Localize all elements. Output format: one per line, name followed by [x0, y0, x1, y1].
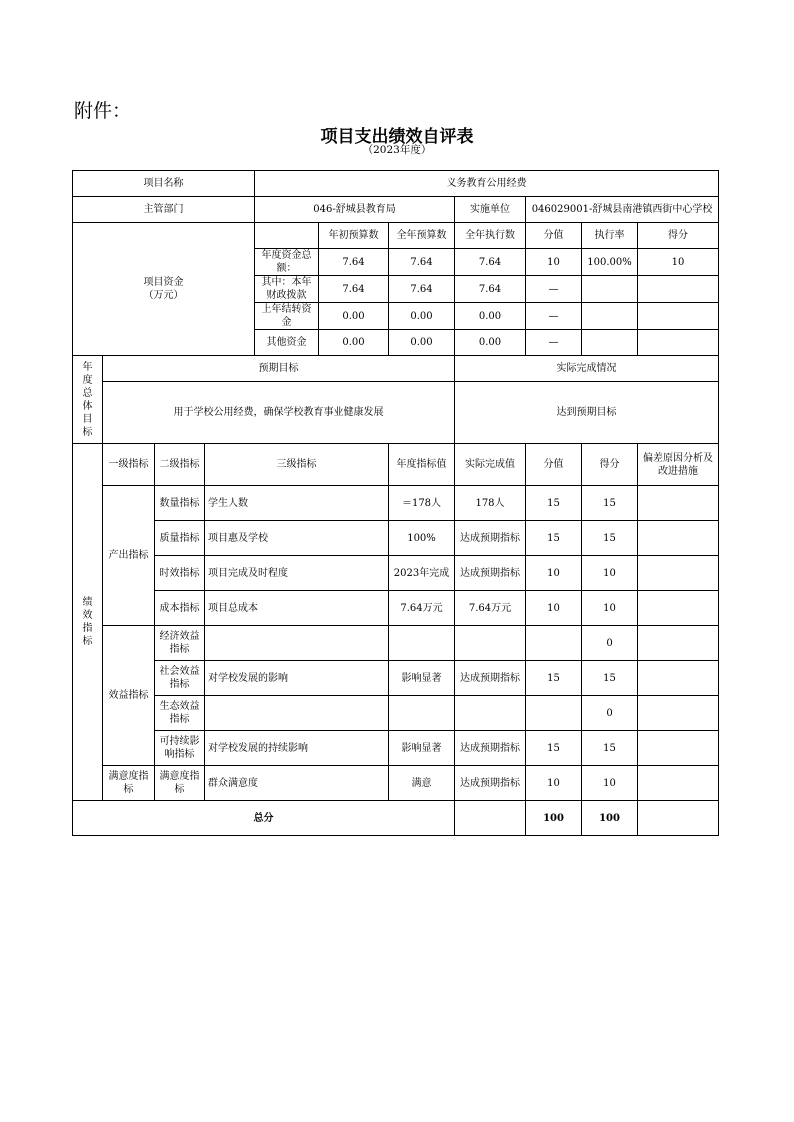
hdr-score: 得分 [582, 444, 638, 486]
score-cell: 10 [582, 591, 638, 626]
funds-initial: 7.64 [319, 249, 389, 276]
funds-header-blank [255, 223, 319, 249]
unit-value: 046029001-舒城县南港镇西街中心学校 [526, 197, 719, 223]
funds-row-label: 其中：本年财政拨款 [255, 276, 319, 303]
total-label: 总分 [73, 801, 455, 836]
value-cell: 10 [526, 766, 582, 801]
actual-cell: 达成预期指标 [455, 766, 526, 801]
funds-rate [582, 303, 638, 330]
funds-executed: 7.64 [455, 249, 526, 276]
actual-cell: 达成预期指标 [455, 521, 526, 556]
unit-label: 实施单位 [455, 197, 526, 223]
indicators-label: 绩 效 指 标 [73, 444, 103, 801]
value-cell: 15 [526, 486, 582, 521]
actual-cell: 达成预期指标 [455, 731, 526, 766]
total-actual [455, 801, 526, 836]
funds-score-value: 10 [526, 249, 582, 276]
hdr-actual: 实际完成值 [455, 444, 526, 486]
col-score: 得分 [638, 223, 719, 249]
project-name-value: 义务教育公用经费 [255, 171, 719, 197]
funds-score-value: — [526, 303, 582, 330]
level3-cell: 对学校发展的影响 [205, 661, 389, 696]
note-cell [638, 766, 719, 801]
target-cell: 7.64万元 [389, 591, 455, 626]
level1-benefit: 效益指标 [103, 626, 155, 766]
note-cell [638, 556, 719, 591]
funds-initial: 0.00 [319, 330, 389, 356]
hdr-level3: 三级指标 [205, 444, 389, 486]
target-cell: 满意 [389, 766, 455, 801]
department-row [73, 197, 719, 223]
col-annual-budget: 全年预算数 [389, 223, 455, 249]
note-cell [638, 661, 719, 696]
funds-row-label: 上年结转资金 [255, 303, 319, 330]
goals-label: 年 度 总 体 目 标 [73, 356, 103, 444]
note-cell [638, 486, 719, 521]
level1-output: 产出指标 [103, 486, 155, 626]
dept-value: 046-舒城县教育局 [255, 197, 455, 223]
dept-label: 主管部门 [73, 197, 255, 223]
note-cell [638, 696, 719, 731]
score-cell: 0 [582, 696, 638, 731]
funds-initial: 7.64 [319, 276, 389, 303]
total-row [73, 801, 719, 836]
note-cell [638, 731, 719, 766]
actual-cell: 178人 [455, 486, 526, 521]
value-cell [526, 626, 582, 661]
score-cell: 0 [582, 626, 638, 661]
score-cell: 15 [582, 731, 638, 766]
level2-cell: 社会效益指标 [155, 661, 205, 696]
actual-cell [455, 696, 526, 731]
project-name-label: 项目名称 [73, 171, 255, 197]
funds-rate: 100.00% [582, 249, 638, 276]
target-cell: ＝178人 [389, 486, 455, 521]
actual-cell: 达成预期指标 [455, 661, 526, 696]
indicator-row [73, 731, 719, 766]
level2-cell: 数量指标 [155, 486, 205, 521]
score-cell: 10 [582, 556, 638, 591]
note-cell [638, 626, 719, 661]
score-cell: 15 [582, 521, 638, 556]
funds-executed: 7.64 [455, 276, 526, 303]
total-note [638, 801, 719, 836]
funds-label: 项目资金 [143, 277, 184, 288]
actual-cell: 7.64万元 [455, 591, 526, 626]
hdr-level2: 二级指标 [155, 444, 205, 486]
col-score-value: 分值 [526, 223, 582, 249]
funds-score: 10 [638, 249, 719, 276]
funds-rate [582, 330, 638, 356]
hdr-value: 分值 [526, 444, 582, 486]
indicator-row [73, 661, 719, 696]
year-subtitle: （2023年度） [362, 144, 432, 156]
expected-goal: 用于学校公用经费，确保学校教育事业健康发展 [103, 382, 455, 444]
funds-annual: 7.64 [389, 276, 455, 303]
indicator-row [73, 556, 719, 591]
value-cell: 10 [526, 556, 582, 591]
actual-result: 达到预期目标 [455, 382, 719, 444]
level3-cell: 对学校发展的持续影响 [205, 731, 389, 766]
funds-score [638, 303, 719, 330]
score-cell: 15 [582, 661, 638, 696]
total-value: 100 [526, 801, 582, 836]
actual-cell [455, 626, 526, 661]
target-cell: 影响显著 [389, 661, 455, 696]
level2-cell: 成本指标 [155, 591, 205, 626]
funds-label-cell [73, 223, 255, 356]
target-cell: 2023年完成 [389, 556, 455, 591]
hdr-level1: 一级指标 [103, 444, 155, 486]
goals-header-row [73, 356, 719, 382]
col-annual-executed: 全年执行数 [455, 223, 526, 249]
attachment-label: 附件： [74, 100, 132, 122]
goals-content-row [73, 382, 719, 444]
funds-unit: （万元） [143, 290, 184, 301]
score-cell: 15 [582, 486, 638, 521]
level3-cell: 群众满意度 [205, 766, 389, 801]
funds-score [638, 276, 719, 303]
col-initial-budget: 年初预算数 [319, 223, 389, 249]
target-cell [389, 696, 455, 731]
page-title: 项目支出绩效自评表 [320, 127, 474, 147]
funds-rate [582, 276, 638, 303]
funds-header-row [73, 223, 719, 249]
level2-cell: 质量指标 [155, 521, 205, 556]
indicators-header-row [73, 444, 719, 486]
funds-annual: 7.64 [389, 249, 455, 276]
project-name-row [73, 171, 719, 197]
level3-cell: 项目惠及学校 [205, 521, 389, 556]
value-cell: 15 [526, 521, 582, 556]
hdr-note: 偏差原因分析及改进措施 [638, 444, 719, 486]
target-cell: 100% [389, 521, 455, 556]
indicator-row [73, 696, 719, 731]
funds-score-value: — [526, 276, 582, 303]
value-cell: 10 [526, 591, 582, 626]
funds-executed: 0.00 [455, 330, 526, 356]
target-cell: 影响显著 [389, 731, 455, 766]
level2-cell: 满意度指标 [155, 766, 205, 801]
indicator-row [73, 766, 719, 801]
level2-cell: 生态效益指标 [155, 696, 205, 731]
level3-cell: 项目完成及时程度 [205, 556, 389, 591]
value-cell: 15 [526, 661, 582, 696]
expected-goal-label: 预期目标 [103, 356, 455, 382]
funds-initial: 0.00 [319, 303, 389, 330]
hdr-target: 年度指标值 [389, 444, 455, 486]
indicator-row [73, 486, 719, 521]
score-cell: 10 [582, 766, 638, 801]
level3-cell [205, 626, 389, 661]
indicator-row [73, 521, 719, 556]
indicator-row [73, 591, 719, 626]
note-cell [638, 591, 719, 626]
level2-cell: 时效指标 [155, 556, 205, 591]
col-execution-rate: 执行率 [582, 223, 638, 249]
actual-cell: 达成预期指标 [455, 556, 526, 591]
funds-score [638, 330, 719, 356]
funds-executed: 0.00 [455, 303, 526, 330]
performance-table [72, 170, 719, 836]
funds-row-label: 年度资金总额： [255, 249, 319, 276]
level2-cell: 经济效益指标 [155, 626, 205, 661]
target-cell [389, 626, 455, 661]
value-cell [526, 696, 582, 731]
level3-cell: 项目总成本 [205, 591, 389, 626]
level3-cell [205, 696, 389, 731]
funds-row-label: 其他资金 [255, 330, 319, 356]
funds-annual: 0.00 [389, 303, 455, 330]
level1-satisfaction: 满意度指标 [103, 766, 155, 801]
level3-cell: 学生人数 [205, 486, 389, 521]
level2-cell: 可持续影响指标 [155, 731, 205, 766]
funds-score-value: — [526, 330, 582, 356]
note-cell [638, 521, 719, 556]
actual-result-label: 实际完成情况 [455, 356, 719, 382]
total-score: 100 [582, 801, 638, 836]
funds-annual: 0.00 [389, 330, 455, 356]
indicator-row [73, 626, 719, 661]
value-cell: 15 [526, 731, 582, 766]
